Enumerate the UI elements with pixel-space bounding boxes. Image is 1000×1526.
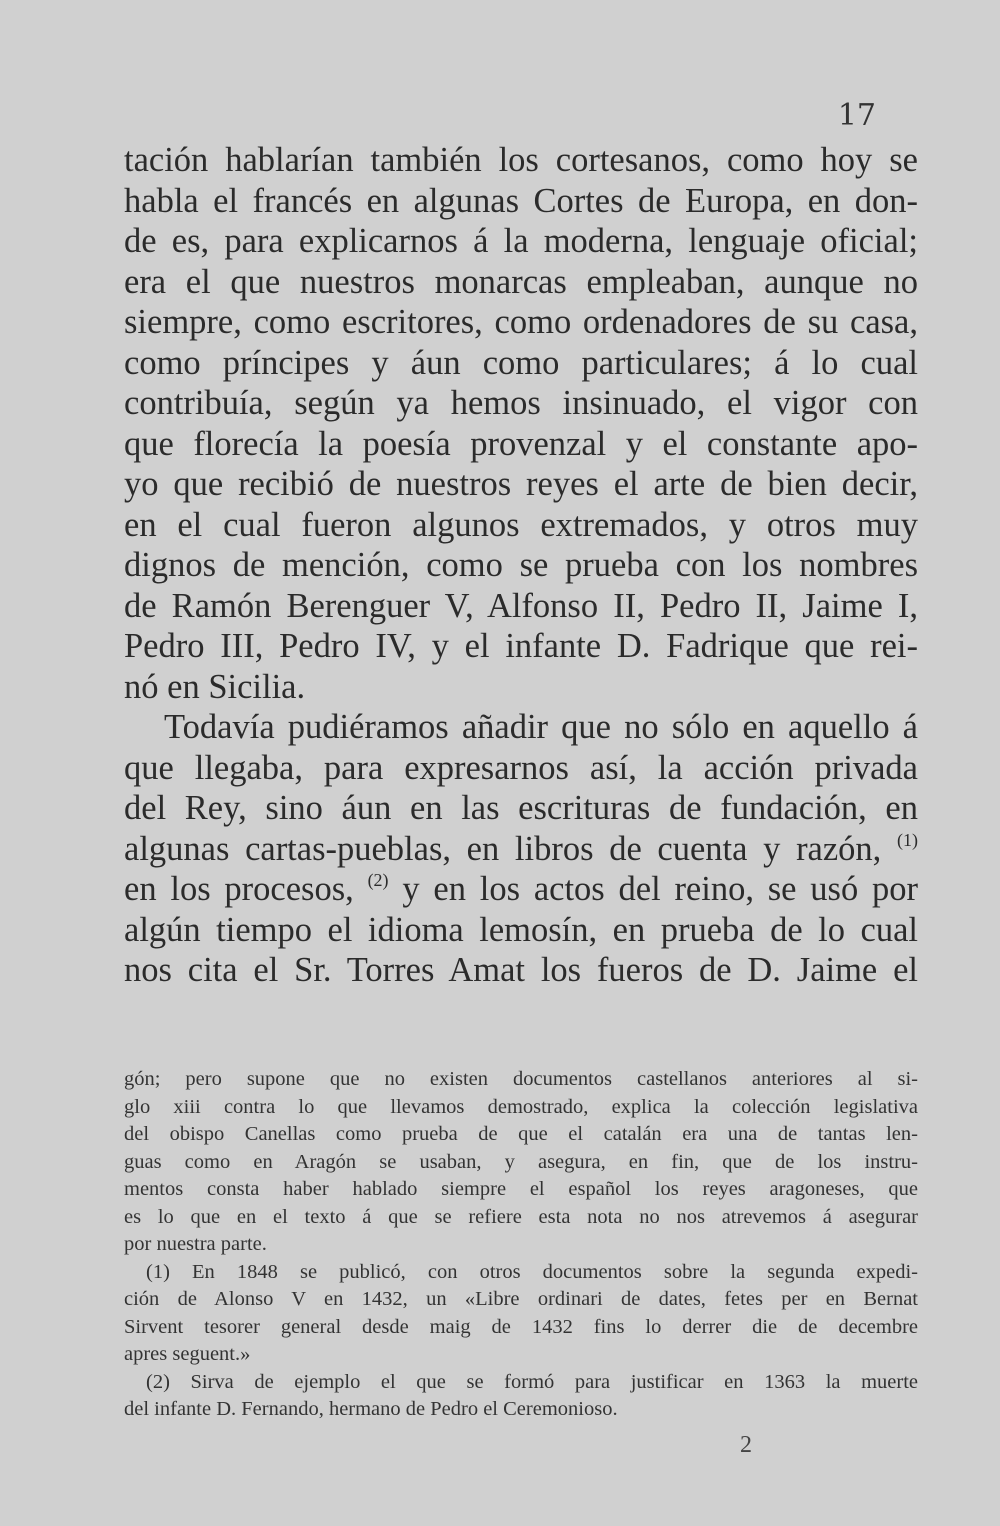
footnote-line: ción de Alonso V en 1432, un «Libre ordinari de dates, fetes per en Bernat — [124, 1288, 918, 1310]
text-line: tación hablarían también los cortesanos, como hoy se — [124, 141, 918, 179]
page-number: 17 — [837, 98, 876, 133]
footnote-line: gón; pero supone que no existen documentos castellanos anteriores al si- — [124, 1068, 918, 1090]
text-line: dignos de mención, como se prueba con los nombres — [124, 546, 918, 584]
main-text — [124, 140, 918, 991]
text-line: era el que nuestros monarcas empleaban, aunque no — [124, 262, 918, 301]
footnote-1: (1) En 1848 se publicó, con otros documentos sobre la segunda expedi- — [146, 1260, 918, 1283]
text-line: de es, para explicarnos á la moderna, lenguaje oficial; — [124, 222, 918, 260]
text-line: habla el francés en algunas Cortes de Europa, en don- — [124, 181, 918, 220]
footnote-line: apres seguent.» — [124, 1343, 251, 1365]
text-line: que llegaba, para expresarnos así, la acción privada — [124, 748, 918, 787]
footnotes — [124, 1066, 918, 1424]
footnote-line: es lo que en el texto á que se refiere esta nota no nos atrevemos á asegurar — [124, 1205, 918, 1228]
footnote-ref-2: (2) — [367, 870, 389, 890]
footnote-ref-1: (1) — [897, 829, 918, 850]
text-line: contribuía, según ya hemos insinuado, el vigor con — [124, 384, 918, 422]
text-line: algún tiempo el idioma lemosín, en prueba de lo cual — [124, 910, 918, 949]
text-line: yo que recibió de nuestros reyes el arte de bien decir, — [124, 465, 918, 503]
text-line: nos cita el Sr. Torres Amat los fueros de D. Jaime el — [124, 951, 918, 989]
text-line: en el cual fueron algunos extremados, y otros muy — [124, 505, 918, 544]
footnote-line: Sirvent tesorer general desde maig de 1432 fins lo derrer die de decembre — [124, 1315, 918, 1338]
footnote-line: glo xiii contra lo que llevamos demostrado, explica la colección legislativa — [124, 1095, 918, 1118]
footnote-line: mentos consta haber hablado siempre el español los reyes aragoneses, que — [124, 1178, 918, 1200]
text-line: de Ramón Berenguer V, Alfonso II, Pedro II, Jaime I, — [124, 586, 918, 625]
text-fragment: algunas cartas-pueblas, en libros de cuenta y razón, — [124, 829, 882, 868]
text-line: del Rey, sino áun en las escrituras de fundación, en — [124, 789, 918, 827]
footnote-line: por nuestra parte. — [124, 1233, 267, 1255]
printer-signature-mark: 2 — [740, 1432, 752, 1458]
text-line-with-note — [124, 869, 918, 910]
text-line: nó en Sicilia. — [124, 667, 306, 706]
footnote-line: del infante D. Fernando, hermano de Pedro el Ceremonioso. — [124, 1398, 618, 1420]
text-fragment: y en los actos del reino, se usó por — [402, 870, 918, 908]
text-fragment: en los procesos, — [124, 870, 354, 908]
footnote-2: (2) Sirva de ejemplo el que se formó para justificar en 1363 la muerte — [146, 1370, 918, 1393]
footnote-line: guas como en Aragón se usaban, y asegura, en fin, que de los instru- — [124, 1150, 918, 1173]
text-line: Pedro III, Pedro IV, y el infante D. Fadrique que rei- — [124, 627, 918, 665]
text-line-with-note — [124, 829, 918, 870]
text-line: que florecía la poesía provenzal y el constante apo- — [124, 424, 918, 463]
text-line: Todavía pudiéramos añadir que no sólo en aquello á — [164, 708, 918, 746]
text-line: como príncipes y áun como particulares; á lo cual — [124, 343, 918, 382]
text-line: siempre, como escritores, como ordenadores de su casa, — [124, 303, 918, 341]
footnote-line: del obispo Canellas como prueba de que el catalán era una de tantas len- — [124, 1123, 918, 1145]
